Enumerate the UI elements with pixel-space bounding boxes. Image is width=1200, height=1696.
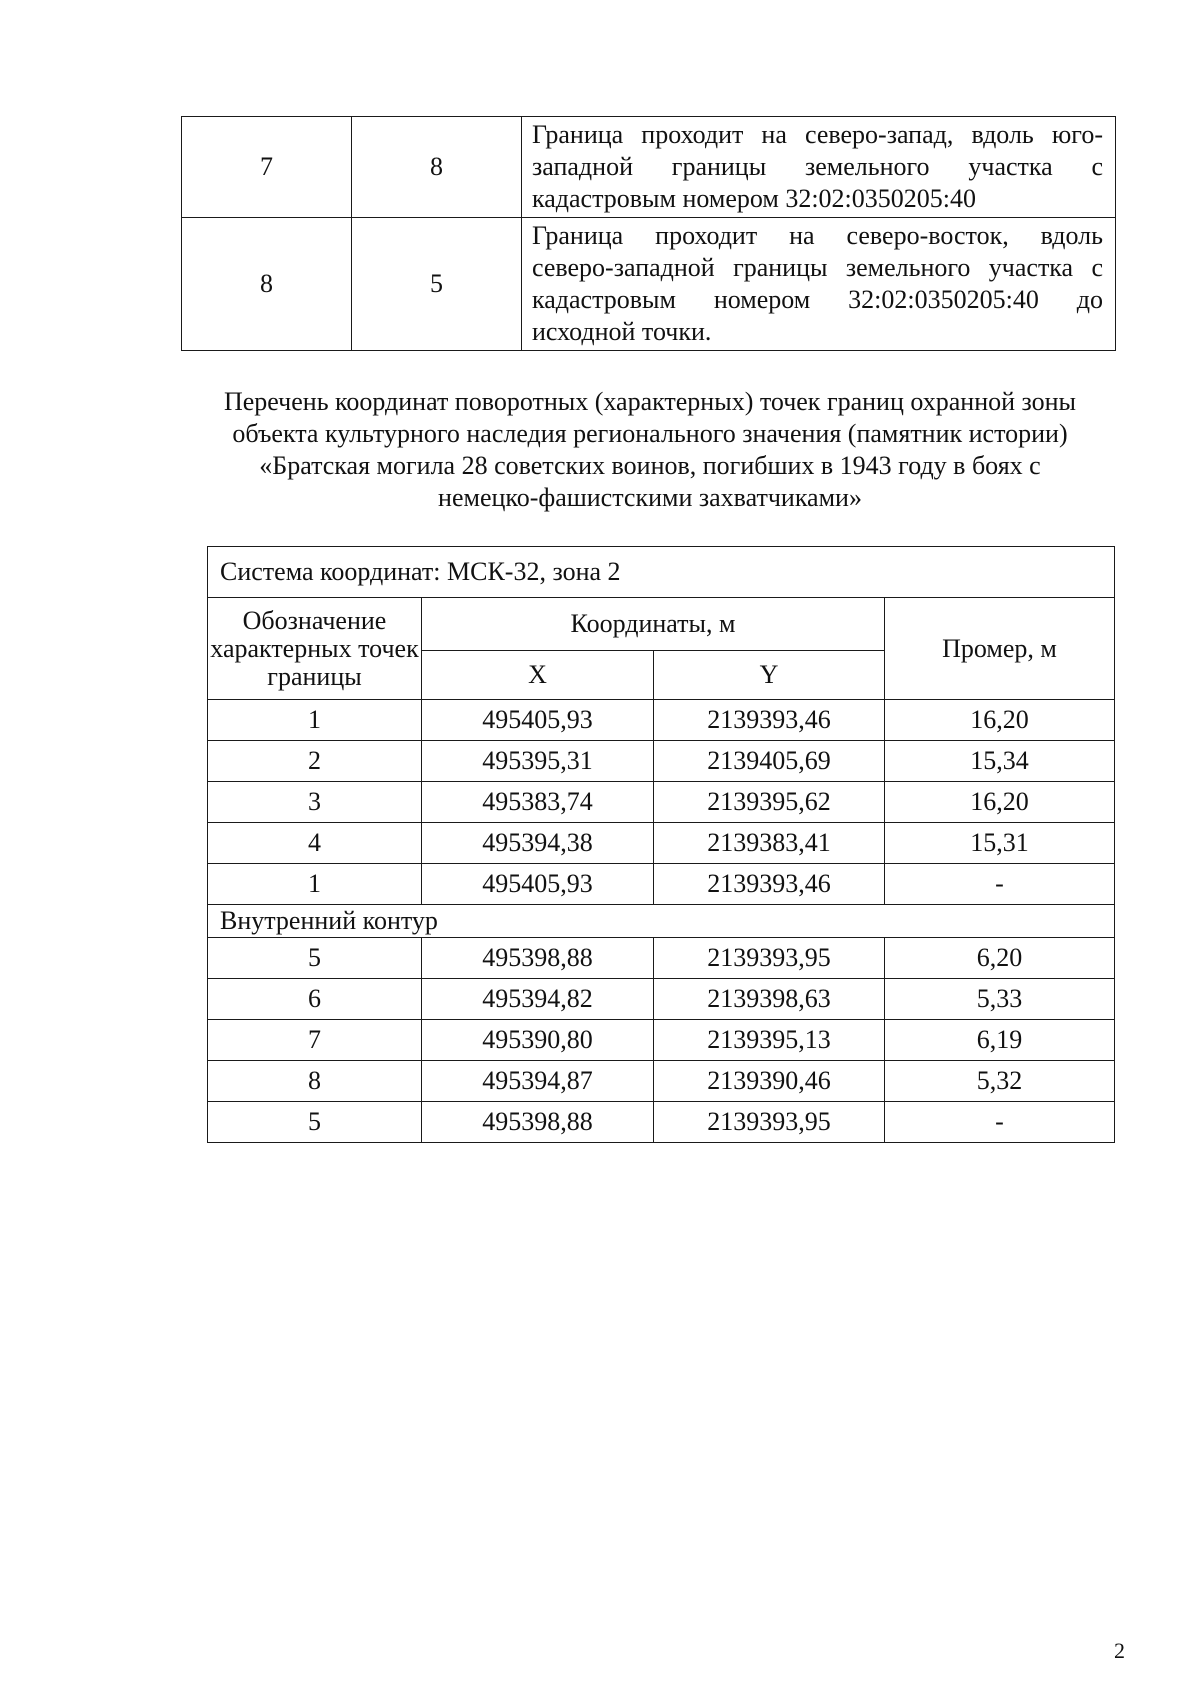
point-cell: 7 bbox=[208, 1020, 422, 1061]
boundary-row bbox=[182, 218, 1116, 351]
boundary-from-point: 8 bbox=[182, 218, 352, 351]
table-row bbox=[208, 700, 1115, 741]
x-cell: 495398,88 bbox=[422, 938, 654, 979]
measure-cell: 16,20 bbox=[885, 782, 1115, 823]
coordinates-table bbox=[207, 546, 1115, 1143]
heading-line: немецко-фашистскими захватчиками» bbox=[438, 483, 862, 512]
y-cell: 2139395,13 bbox=[654, 1020, 885, 1061]
y-cell: 2139390,46 bbox=[654, 1061, 885, 1102]
point-cell: 4 bbox=[208, 823, 422, 864]
point-cell: 1 bbox=[208, 864, 422, 905]
point-cell: 5 bbox=[208, 938, 422, 979]
section-row bbox=[208, 905, 1115, 938]
description-line: исходной точки. bbox=[532, 317, 712, 346]
y-cell: 2139393,46 bbox=[654, 700, 885, 741]
description-line: кадастровым номером 32:02:0350205:40 bbox=[532, 184, 977, 213]
header-row bbox=[208, 598, 1115, 651]
heading-line: «Братская могила 28 советских воинов, погибших в 1943 году в боях с bbox=[259, 451, 1041, 480]
x-cell: 495394,38 bbox=[422, 823, 654, 864]
table-row bbox=[208, 979, 1115, 1020]
boundary-description bbox=[522, 218, 1116, 351]
point-cell: 8 bbox=[208, 1061, 422, 1102]
description-line: западной границы земельного участка с bbox=[532, 152, 1103, 181]
y-cell: 2139393,95 bbox=[654, 938, 885, 979]
inner-contour-label: Внутренний контур bbox=[208, 905, 1115, 938]
boundary-description-table bbox=[181, 116, 1116, 351]
measure-header: Промер, м bbox=[885, 598, 1115, 700]
x-cell: 495405,93 bbox=[422, 700, 654, 741]
boundary-from-point: 7 bbox=[182, 117, 352, 218]
y-cell: 2139383,41 bbox=[654, 823, 885, 864]
measure-cell: 6,19 bbox=[885, 1020, 1115, 1061]
coordinate-system-row bbox=[208, 547, 1115, 598]
table-row bbox=[208, 823, 1115, 864]
x-header: X bbox=[422, 651, 654, 700]
measure-cell: 15,31 bbox=[885, 823, 1115, 864]
coordinates-header: Координаты, м bbox=[422, 598, 885, 651]
measure-cell: 15,34 bbox=[885, 741, 1115, 782]
table-row bbox=[208, 1020, 1115, 1061]
x-cell: 495398,88 bbox=[422, 1102, 654, 1143]
x-cell: 495383,74 bbox=[422, 782, 654, 823]
y-cell: 2139405,69 bbox=[654, 741, 885, 782]
boundary-to-point: 8 bbox=[352, 117, 522, 218]
x-cell: 495405,93 bbox=[422, 864, 654, 905]
table-row bbox=[208, 864, 1115, 905]
table-row bbox=[208, 1061, 1115, 1102]
y-cell: 2139395,62 bbox=[654, 782, 885, 823]
coordinates-heading bbox=[170, 386, 1130, 514]
y-header: Y bbox=[654, 651, 885, 700]
description-line: Граница проходит на северо-запад, вдоль юго- bbox=[532, 120, 1103, 149]
heading-line: объекта культурного наследия регионального значения (памятник истории) bbox=[232, 419, 1068, 448]
boundary-description bbox=[522, 117, 1116, 218]
description-line: кадастровым номером 32:02:0350205:40 до bbox=[532, 285, 1103, 314]
y-cell: 2139393,95 bbox=[654, 1102, 885, 1143]
x-cell: 495394,87 bbox=[422, 1061, 654, 1102]
coordinate-system: Система координат: МСК-32, зона 2 bbox=[208, 547, 1115, 598]
point-cell: 3 bbox=[208, 782, 422, 823]
measure-cell: 16,20 bbox=[885, 700, 1115, 741]
measure-cell: 5,32 bbox=[885, 1061, 1115, 1102]
measure-cell: 6,20 bbox=[885, 938, 1115, 979]
page-number: 2 bbox=[1114, 1638, 1125, 1663]
designation-header: Обозначение характерных точек границы bbox=[208, 598, 422, 700]
table-row bbox=[208, 741, 1115, 782]
table-row bbox=[208, 938, 1115, 979]
point-cell: 5 bbox=[208, 1102, 422, 1143]
table-row bbox=[208, 1102, 1115, 1143]
x-cell: 495395,31 bbox=[422, 741, 654, 782]
point-cell: 2 bbox=[208, 741, 422, 782]
y-cell: 2139398,63 bbox=[654, 979, 885, 1020]
point-cell: 1 bbox=[208, 700, 422, 741]
boundary-to-point: 5 bbox=[352, 218, 522, 351]
boundary-row bbox=[182, 117, 1116, 218]
description-line: Граница проходит на северо-восток, вдоль bbox=[532, 221, 1103, 250]
measure-cell: 5,33 bbox=[885, 979, 1115, 1020]
point-cell: 6 bbox=[208, 979, 422, 1020]
measure-cell: - bbox=[885, 1102, 1115, 1143]
description-line: северо-западной границы земельного участка с bbox=[532, 253, 1103, 282]
heading-line: Перечень координат поворотных (характерных) точек границ охранной зоны bbox=[223, 387, 1077, 416]
x-cell: 495390,80 bbox=[422, 1020, 654, 1061]
measure-cell: - bbox=[885, 864, 1115, 905]
table-row bbox=[208, 782, 1115, 823]
x-cell: 495394,82 bbox=[422, 979, 654, 1020]
y-cell: 2139393,46 bbox=[654, 864, 885, 905]
